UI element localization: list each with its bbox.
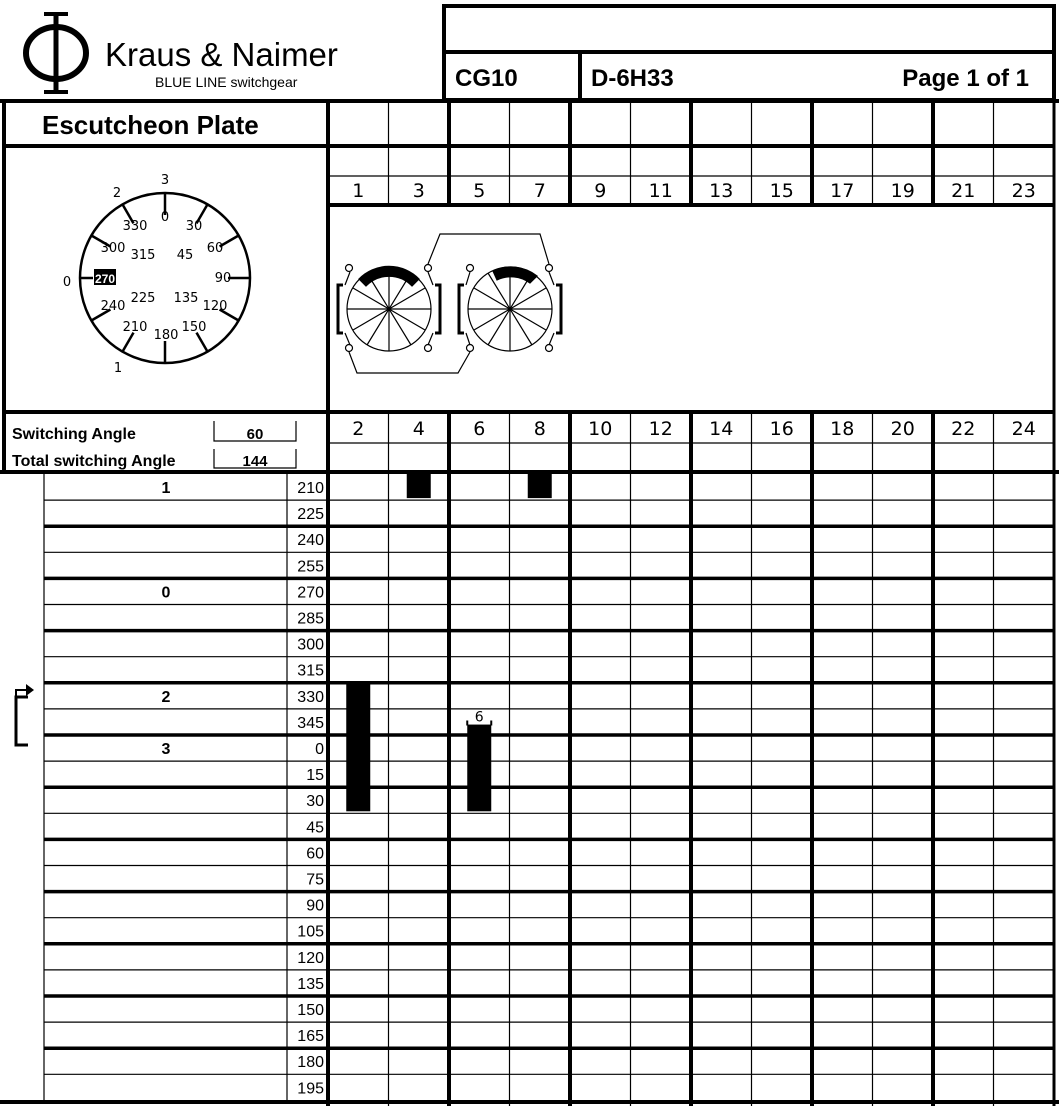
angle-cell: 195 <box>297 1080 324 1098</box>
angle-cell: 45 <box>306 819 324 837</box>
terminal-label: 22 <box>951 418 976 440</box>
position-cell: 1 <box>161 480 171 497</box>
dial-angle-label: 90 <box>214 271 232 286</box>
total-switching-angle-label: Total switching Angle <box>12 453 176 470</box>
angle-cell: 315 <box>297 662 324 680</box>
dial-selected-angle: 270 <box>94 272 116 286</box>
terminal-label: 11 <box>648 180 673 202</box>
terminal-label: 21 <box>951 180 976 202</box>
dial-angle-label: 240 <box>100 299 126 314</box>
terminal-label: 9 <box>594 180 607 202</box>
dial-angle-label: 150 <box>181 320 207 335</box>
terminal-label: 13 <box>709 180 734 202</box>
angle-cell: 165 <box>297 1028 324 1046</box>
terminal-label: 17 <box>830 180 855 202</box>
contact-closed-bar <box>346 683 370 811</box>
terminal-label: 24 <box>1011 418 1036 440</box>
dial-angle-label: 135 <box>173 291 199 306</box>
contact-schematic <box>338 234 561 373</box>
angle-cell: 240 <box>297 532 324 550</box>
terminal-label: 12 <box>648 418 673 440</box>
angle-cell: 30 <box>306 793 324 811</box>
terminal-label: 5 <box>473 180 486 202</box>
contact-closed-bar <box>467 725 491 812</box>
position-cell: 2 <box>161 688 171 706</box>
angle-cell: 15 <box>306 767 324 785</box>
angle-cell: 255 <box>297 558 324 576</box>
switching-angle-value: 60 <box>246 426 264 443</box>
terminal-label: 6 <box>473 418 486 440</box>
angle-cell: 150 <box>297 1002 324 1019</box>
series-code: CG10 <box>455 65 518 92</box>
terminal-label: 19 <box>890 180 915 202</box>
angle-cell: 270 <box>297 584 324 602</box>
terminal-label: 20 <box>890 418 915 440</box>
brand-logo <box>26 14 86 92</box>
angle-cell: 60 <box>306 845 324 863</box>
total-switching-angle-value: 144 <box>242 453 268 470</box>
angle-cell: 90 <box>306 897 324 915</box>
dial-angle-label: 210 <box>122 320 148 335</box>
angle-cell: 105 <box>297 923 324 941</box>
page-indicator: Page 1 of 1 <box>902 65 1029 92</box>
company-name: Kraus & Naimer <box>105 36 338 73</box>
terminal-label: 15 <box>769 180 794 202</box>
dial-angle-label: 120 <box>202 299 228 314</box>
angle-cell: 345 <box>297 714 324 732</box>
company-tagline: BLUE LINE switchgear <box>155 74 298 90</box>
terminal-label: 16 <box>769 418 794 440</box>
dial-angle-label: 180 <box>153 328 179 343</box>
terminal-label: 3 <box>412 180 425 202</box>
terminal-label: 1 <box>352 180 365 202</box>
terminal-label: 14 <box>709 418 734 440</box>
dial-angle-label: 30 <box>185 219 203 234</box>
terminal-label: 8 <box>533 418 546 440</box>
dial-angle-label: 225 <box>130 291 156 306</box>
dial-angle-label: 0 <box>160 210 170 225</box>
dial-angle-label: 45 <box>176 248 194 263</box>
section-title: Escutcheon Plate <box>42 110 259 140</box>
dial-outer-label: 2 <box>112 186 122 201</box>
angle-cell: 0 <box>315 741 324 758</box>
terminal-label: 23 <box>1011 180 1036 202</box>
position-cell: 0 <box>161 584 171 602</box>
terminal-label: 7 <box>533 180 546 202</box>
dial-outer-label: 0 <box>62 275 72 290</box>
dial-angle-label: 330 <box>122 219 148 234</box>
contact-closed-bar <box>407 474 431 498</box>
angle-cell: 210 <box>297 480 324 497</box>
dial-outer-label: 1 <box>113 361 123 376</box>
terminal-label: 10 <box>588 418 613 440</box>
angle-cell: 285 <box>297 610 324 628</box>
terminal-label: 4 <box>412 418 425 440</box>
terminal-label: 18 <box>830 418 855 440</box>
dial-angle-label: 315 <box>130 248 156 263</box>
switching-table <box>44 472 1054 1102</box>
contact-closed-bar <box>528 474 552 498</box>
switch-code: D-6H33 <box>591 65 674 92</box>
position-cell: 3 <box>161 741 171 758</box>
angle-cell: 225 <box>297 506 324 524</box>
terminal-label: 2 <box>352 418 365 440</box>
angle-cell: 75 <box>306 871 324 889</box>
angle-cell: 330 <box>297 688 324 706</box>
angle-cell: 135 <box>297 975 324 993</box>
angle-cell: 300 <box>297 636 324 654</box>
dial-angle-label: 60 <box>206 241 224 256</box>
angle-cell: 180 <box>297 1054 324 1072</box>
switching-angle-label: Switching Angle <box>12 426 136 443</box>
angle-cell: 120 <box>297 949 324 967</box>
dial-angle-label: 300 <box>100 241 126 256</box>
contact-bar-label: 6 <box>474 709 484 726</box>
position-bracket <box>16 690 28 745</box>
dial-outer-label: 3 <box>160 173 170 188</box>
main-frame <box>0 101 1059 1106</box>
bracket-arrow-icon <box>26 684 34 696</box>
